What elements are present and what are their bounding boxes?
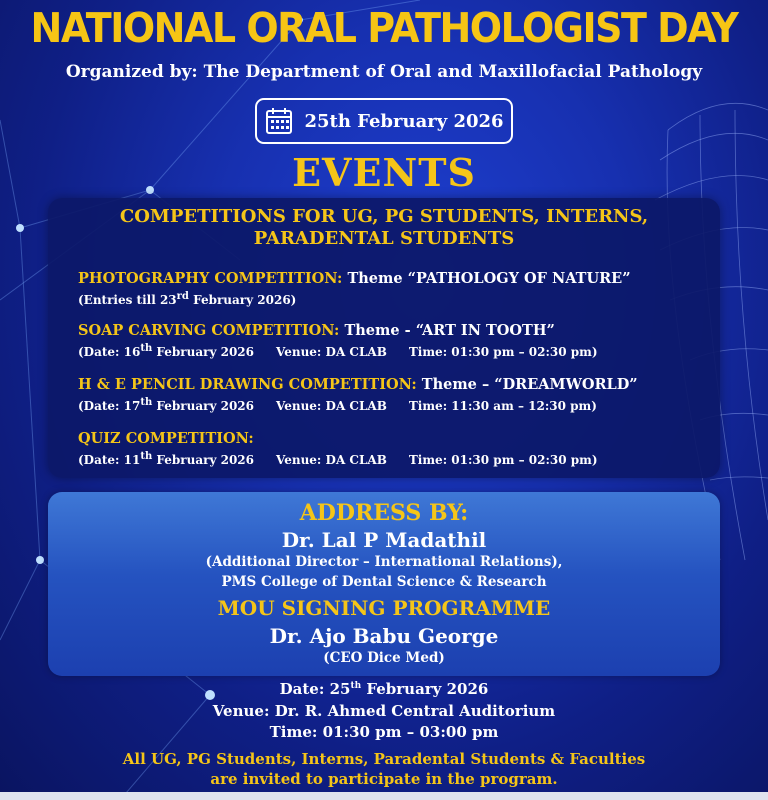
- event-time: Time: 11:30 am – 12:30 pm): [408, 399, 597, 413]
- event-venue: Venue: DA CLAB: [276, 399, 387, 413]
- organized-by: Organized by: The Department of Oral and Maxillofacial Pathology: [65, 62, 703, 82]
- event-details: (Date: 16th February 2026 Venue: DA CLAB Time: 01:30 pm – 02:30 pm): [78, 343, 598, 359]
- program-venue: Venue: Dr. R. Ahmed Central Auditorium: [212, 702, 556, 720]
- competitions-heading: [48, 206, 720, 250]
- mou-role: (CEO Dice Med): [323, 650, 445, 666]
- date-badge: [255, 98, 513, 144]
- event-soap-carving: [78, 322, 708, 359]
- speaker-institution: PMS College of Dental Science & Research: [221, 574, 547, 590]
- mou-heading: MOU SIGNING PROGRAMME: [217, 596, 551, 620]
- event-photography: [78, 270, 708, 307]
- event-time: Time: 01:30 pm – 02:30 pm): [408, 345, 598, 359]
- competitions-panel: [48, 198, 720, 478]
- mou-person: Dr. Ajo Babu George: [269, 624, 499, 648]
- event-venue: Venue: DA CLAB: [276, 453, 387, 467]
- program-time: Time: 01:30 pm – 03:00 pm: [269, 723, 499, 741]
- event-date: 25th February 2026: [304, 110, 504, 132]
- address-heading: ADDRESS BY:: [299, 500, 469, 526]
- event-title: NATIONAL ORAL PATHOLOGIST DAY: [30, 4, 738, 52]
- event-entries: (Entries till 23rd February 2026): [78, 291, 297, 307]
- event-details: (Date: 11th February 2026 Venue: DA CLAB Time: 01:30 pm – 02:30 pm): [78, 451, 598, 467]
- competitions-heading-line2: PARADENTAL STUDENTS: [253, 228, 515, 249]
- event-theme: Theme – “DREAMWORLD”: [421, 376, 638, 393]
- event-time: Time: 01:30 pm – 02:30 pm): [408, 453, 598, 467]
- competitions-heading-line1: COMPETITIONS FOR UG, PG STUDENTS, INTERNS,: [119, 206, 649, 227]
- invite-line2: are invited to participate in the program.: [210, 770, 558, 788]
- event-name: PHOTOGRAPHY COMPETITION:: [78, 270, 343, 287]
- event-theme: Theme “PATHOLOGY OF NATURE”: [347, 270, 631, 287]
- invite-line1: All UG, PG Students, Interns, Paradental Students & Faculties: [122, 750, 646, 768]
- calendar-icon: [264, 106, 294, 136]
- event-quiz: [78, 430, 708, 467]
- event-name: H & E PENCIL DRAWING COMPETITION:: [78, 376, 417, 393]
- event-venue: Venue: DA CLAB: [276, 345, 387, 359]
- event-name: SOAP CARVING COMPETITION:: [78, 322, 340, 339]
- event-theme: Theme - “ART IN TOOTH”: [344, 322, 555, 339]
- event-name: QUIZ COMPETITION:: [78, 430, 254, 447]
- event-details: (Date: 17th February 2026 Venue: DA CLAB Time: 11:30 am – 12:30 pm): [78, 397, 597, 413]
- program-date: Date: 25th February 2026: [279, 680, 489, 698]
- speaker-name: Dr. Lal P Madathil: [281, 528, 487, 552]
- bottom-strip: [0, 792, 768, 800]
- speaker-role: (Additional Director – International Relations),: [205, 554, 563, 570]
- events-heading: EVENTS: [292, 150, 476, 195]
- address-panel: [48, 492, 720, 676]
- event-pencil-drawing: [78, 376, 708, 413]
